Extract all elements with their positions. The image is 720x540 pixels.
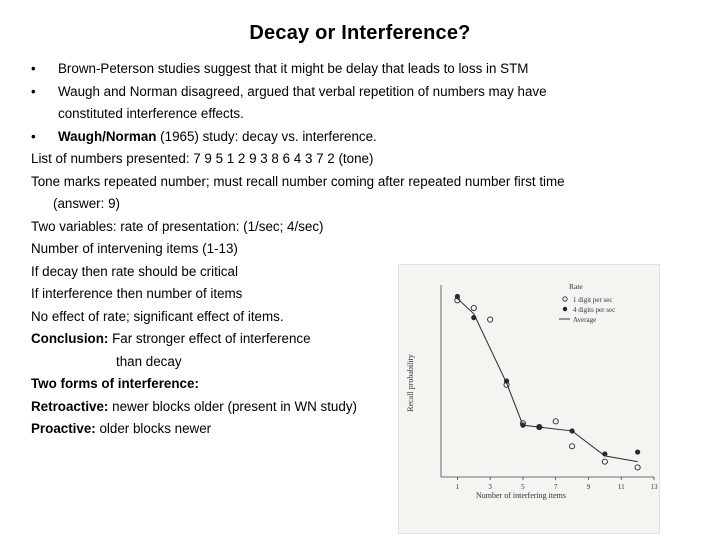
data-point-4-digits-per-sec [635, 449, 640, 454]
data-point-4-digits-per-sec [537, 424, 542, 429]
x-tick-label: 7 [553, 483, 558, 491]
y-axis-label: Recall probability [406, 354, 415, 412]
legend-open-circle-marker [563, 297, 567, 301]
legend-filled-circle-marker [563, 307, 567, 311]
bullet-dot: • [31, 83, 36, 99]
two-variables-line: Two variables: rate of presentation: (1/sec; 4/sec) [31, 218, 324, 234]
x-tick-label: 13 [650, 483, 658, 491]
bullet-dot: • [31, 61, 36, 76]
data-point-4-digits-per-sec [602, 451, 607, 456]
series-line-average [457, 298, 637, 461]
data-point-4-digits-per-sec [504, 378, 509, 383]
bullet-item-2 [31, 81, 671, 104]
conclusion-label: Conclusion: [31, 331, 109, 346]
data-point-1-digit-per-sec [553, 419, 558, 424]
x-tick-label: 3 [488, 483, 492, 491]
bullet-item-3 [31, 126, 671, 149]
slide-title: Decay or Interference? [249, 22, 471, 44]
recall-chart [399, 265, 661, 535]
retroactive-label: Retroactive: [31, 398, 109, 414]
proactive-label: Proactive: [31, 421, 96, 436]
x-tick-label: 1 [455, 483, 460, 491]
data-point-1-digit-per-sec [488, 317, 493, 322]
interference-prediction-line: If interference then number of items [31, 286, 243, 301]
legend-item-1: 1 digit per sec [573, 296, 613, 304]
bullet-dot: • [31, 128, 36, 144]
two-forms-heading: Two forms of interference: [31, 376, 199, 391]
retroactive-text: newer blocks older (present in WN study) [108, 398, 357, 414]
conclusion-continuation: than decay [116, 353, 182, 369]
conclusion-text: Far stronger effect of interference [108, 331, 311, 346]
data-point-1-digit-per-sec [635, 465, 640, 470]
chart-legend [559, 282, 615, 324]
study-description: (1965) study: decay vs. interference. [156, 128, 377, 144]
bullet-item-1 [31, 58, 671, 81]
legend-item-3: Average [573, 316, 597, 324]
x-tick-label: 5 [521, 483, 525, 491]
data-point-4-digits-per-sec [455, 294, 460, 299]
tone-answer-line: (answer: 9) [53, 196, 120, 211]
study-authors: Waugh/Norman [58, 128, 157, 144]
data-point-4-digits-per-sec [471, 315, 476, 320]
data-point-4-digits-per-sec [569, 428, 574, 433]
data-point-4-digits-per-sec [520, 423, 525, 428]
data-point-1-digit-per-sec [471, 305, 476, 310]
bullet-text: Brown-Peterson studies suggest that it might be delay that leads to loss in STM [58, 61, 529, 76]
numbers-list-line: List of numbers presented: 7 9 5 1 2 9 3 8 6 4 3 7 2 (tone) [31, 151, 374, 166]
x-tick-label: 9 [586, 483, 591, 491]
intervening-items-line: Number of intervening items (1-13) [31, 241, 238, 256]
decay-prediction-line: If decay then rate should be critical [31, 263, 238, 279]
bullet-text: Waugh and Norman disagreed, argued that verbal repetition of numbers may have [58, 83, 547, 99]
data-point-1-digit-per-sec [569, 444, 574, 449]
x-tick-label: 11 [617, 483, 625, 491]
tone-line: Tone marks repeated number; must recall number coming after repeated number first time [31, 173, 565, 189]
legend-title: Rate [569, 282, 583, 291]
legend-item-2: 4 digits per sec [573, 306, 616, 314]
x-axis-label: Number of interfering items [476, 491, 566, 500]
recall-figure [398, 264, 660, 534]
result-line: No effect of rate; significant effect of items. [31, 308, 284, 324]
data-point-1-digit-per-sec [602, 459, 607, 464]
bullet-item-2-continuation: constituted interference effects. [58, 106, 244, 121]
proactive-text: older blocks newer [95, 421, 212, 436]
